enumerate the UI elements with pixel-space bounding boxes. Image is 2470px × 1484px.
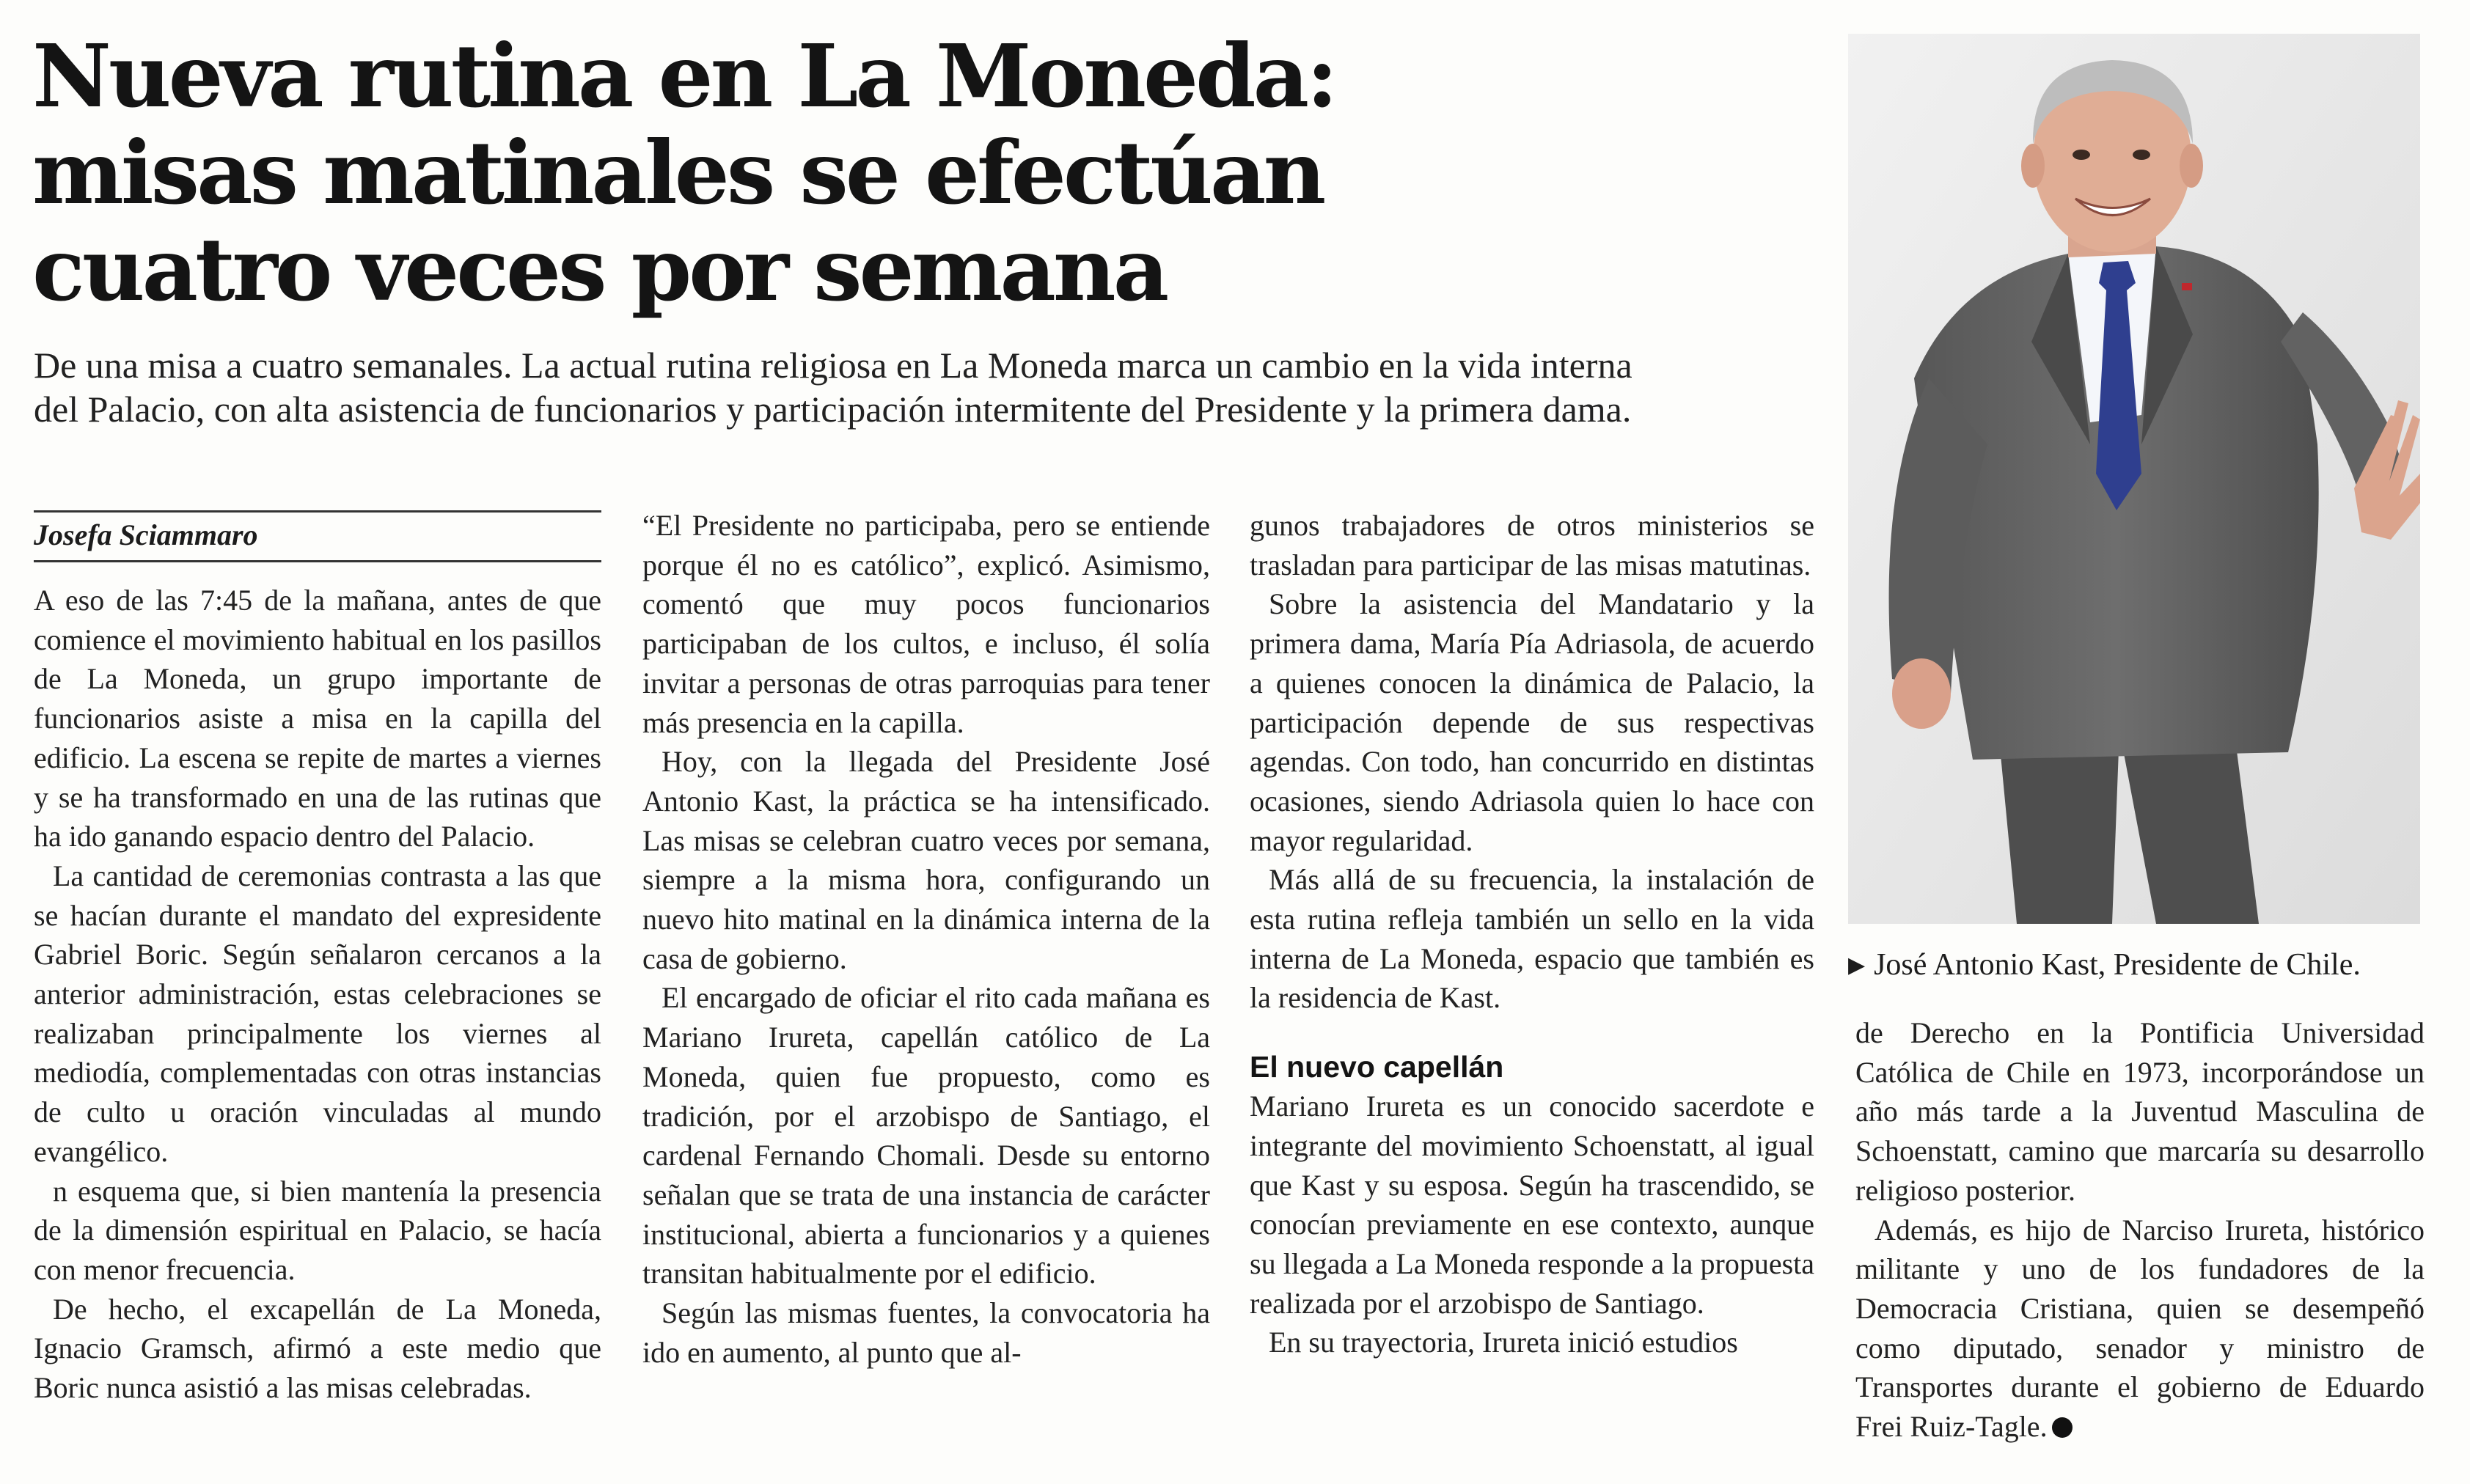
headline-line-1: Nueva rutina en La Moneda: [32, 25, 1335, 127]
end-mark-icon [2052, 1417, 2073, 1438]
paragraph: Según las mismas fuentes, la convocatoria ha ido en aumento, al punto que al- [642, 1296, 1210, 1369]
paragraph: Sobre la asistencia del Mandatario y la primera dama, María Pía Adriasola, de acuerdo a quienes conocen la dinámica de Palacio, la participación depende de sus respectivas agendas. Con todo, han concurrido en distintas ocasiones, siendo Adriasola quien lo hace con mayor regularidad. [1250, 587, 1814, 857]
paragraph: El encargado de oficiar el rito cada mañana es Mariano Irureta, capellán católico de La Moneda, quien fue propuesto, como es tradición, por el arzobispo de Santiago, el cardenal Fernando Chomali. Desde su entorno señalan que se trata de una instancia de carácter institucional, abierta a funcionarios y a quienes transitan habitualmente por el edificio. [642, 981, 1210, 1290]
paragraph: n esquema que, si bien mantenía la presencia de la dimensión espiritual en Palacio, se hacía con menor frecuencia. [34, 1174, 601, 1286]
paragraph: Mariano Irureta es un conocido sacerdote e integrante del movimiento Schoenstatt, al igual que Kast y su esposa. Según ha trascendido, se conocían previamente en ese contexto, aunque su llegada a La Moneda responde a la propuesta realizada por el arzobispo de Santiago. [1250, 1090, 1814, 1320]
caption-text: José Antonio Kast, Presidente de Chile. [1874, 948, 2361, 982]
photo-caption [1848, 946, 2449, 985]
lead-paragraph [34, 343, 1750, 431]
lead-line-2: del Palacio, con alta asistencia de funcionarios y participación intermitente del Presidente y la primera dama. [34, 389, 1632, 430]
paragraph: De hecho, el excapellán de La Moneda, Ignacio Gramsch, afirmó a este medio que Boric nunca asistió a las misas celebradas. [34, 1292, 601, 1405]
headline-line-3: cuatro veces por semana [32, 218, 1167, 320]
column-2 [642, 506, 1210, 1372]
column-4 [1855, 1013, 2425, 1447]
caption-marker-icon: ▶ [1848, 952, 1866, 978]
paragraph: La cantidad de ceremonias contrasta a las que se hacían durante el mandato del expresidente Gabriel Boric. Según señalaron cercanos a la anterior administración, estas celebraciones se realizaban principalmente los viernes al mediodía, complementadas con otras instancias de culto u oración vinculadas al mundo evangélico. [34, 859, 601, 1168]
headline [32, 25, 1792, 320]
paragraph: Más allá de su frecuencia, la instalación de esta rutina refleja también un sello en la vida interna de La Moneda, espacio que también es la residencia de Kast. [1250, 863, 1814, 1015]
paragraph: Hoy, con la llegada del Presidente José Antonio Kast, la práctica se ha intensificado. Las misas se celebran cuatro veces por semana, siempre a la misma hora, configurando un nuevo hito matinal en la dinámica interna de la casa de gobierno. [642, 745, 1210, 975]
column-3 [1250, 506, 1814, 1362]
subhead: El nuevo capellán [1250, 1050, 1504, 1084]
paragraph: de Derecho en la Pontificia Universidad Católica de Chile en 1973, incorporándose un año más tarde a la Juventud Masculina de Schoenstatt, camino que marcaría su desarrollo religioso posterior. [1855, 1016, 2425, 1207]
headline-line-2: misas matinales se efectúan [32, 122, 1324, 224]
paragraph: Además, es hijo de Narciso Irureta, histórico militante y uno de los fundadores de la Democracia Cristiana, quien se desempeñó como diputado, senador y ministro de Transportes durante el gobierno de Eduardo Frei Ruiz-Tagle. [1855, 1213, 2425, 1444]
president-portrait-illustration [1848, 34, 2420, 924]
paragraph: En su trayectoria, Irureta inició estudios [1269, 1326, 1738, 1359]
president-photo [1848, 34, 2420, 924]
paragraph: gunos trabajadores de otros ministerios se trasladan para participar de las misas matutinas. [1250, 509, 1814, 581]
lead-line-1: De una misa a cuatro semanales. La actual rutina religiosa en La Moneda marca un cambio en la vida interna [34, 345, 1632, 386]
paragraph: “El Presidente no participaba, pero se entiende porque él no es católico”, explicó. Asimismo, comentó que muy pocos funcionarios participaban de los cultos, e incluso, él solía invitar a personas de otras parroquias para tener más presencia en la capilla. [642, 509, 1210, 739]
byline-bottom-rule [34, 560, 601, 562]
byline: Josefa Sciammaro [34, 518, 258, 551]
paragraph: A eso de las 7:45 de la mañana, antes de que comience el movimiento habitual en los pasillos de La Moneda, un grupo importante de funcionarios asiste a misa en la capilla del edificio. La escena se repite de martes a viernes y se ha transformado en una de las rutinas que ha ido ganando espacio dentro del Palacio. [34, 584, 601, 853]
byline-top-rule [34, 510, 601, 513]
column-1 [34, 581, 601, 1408]
